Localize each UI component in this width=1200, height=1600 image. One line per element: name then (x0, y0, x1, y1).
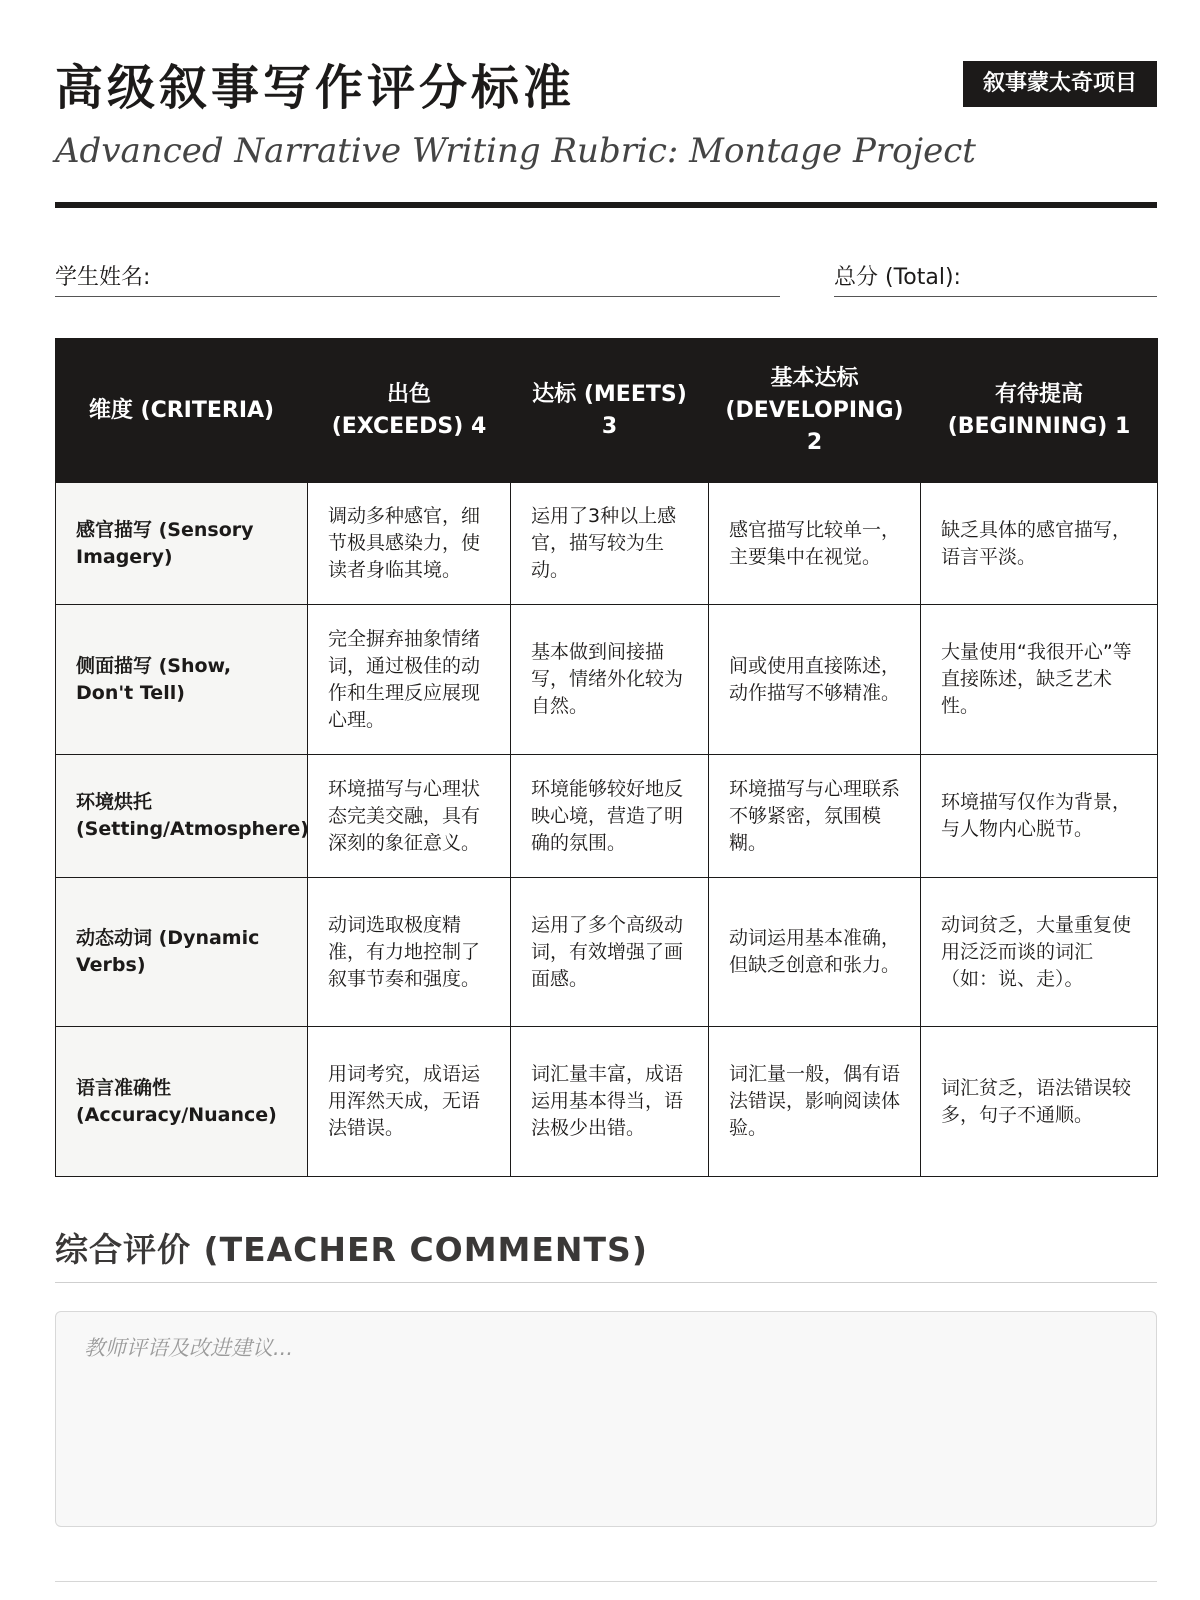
page-subtitle: Advanced Narrative Writing Rubric: Montage Project (55, 131, 976, 171)
criteria-cell: 动态动词 (Dynamic Verbs) (56, 878, 308, 1027)
table-row (56, 1027, 1158, 1177)
table-row (56, 483, 1158, 605)
exceeds-cell: 完全摒弃抽象情绪词，通过极佳的动作和生理反应展现心理。 (308, 605, 511, 755)
total-score-field[interactable] (834, 262, 1157, 297)
rubric-table (55, 338, 1158, 1177)
criteria-cell: 语言准确性 (Accuracy/Nuance) (56, 1027, 308, 1177)
criteria-cell: 感官描写 (Sensory Imagery) (56, 483, 308, 605)
page-title: 高级叙事写作评分标准 (55, 60, 576, 116)
footer-divider (55, 1581, 1157, 1582)
page-header (55, 52, 1157, 207)
beginning-cell: 缺乏具体的感官描写，语言平淡。 (921, 483, 1158, 605)
header-meets: 达标 (MEETS) 3 (511, 339, 709, 483)
table-row (56, 878, 1158, 1027)
criteria-cell: 环境烘托 (Setting/Atmosphere) (56, 755, 308, 878)
developing-cell: 词汇量一般，偶有语法错误，影响阅读体验。 (709, 1027, 921, 1177)
developing-cell: 环境描写与心理联系不够紧密，氛围模糊。 (709, 755, 921, 878)
table-row (56, 755, 1158, 878)
student-name-label: 学生姓名: (55, 265, 151, 290)
beginning-cell: 动词贫乏，大量重复使用泛泛而谈的词汇（如：说、走）。 (921, 878, 1158, 1027)
meets-cell: 运用了3种以上感官，描写较为生动。 (511, 483, 709, 605)
total-score-label: 总分 (Total): (834, 265, 961, 290)
beginning-cell: 词汇贫乏，语法错误较多，句子不通顺。 (921, 1027, 1158, 1177)
meets-cell: 词汇量丰富，成语运用基本得当，语法极少出错。 (511, 1027, 709, 1177)
beginning-cell: 环境描写仅作为背景，与人物内心脱节。 (921, 755, 1158, 878)
meets-cell: 运用了多个高级动词，有效增强了画面感。 (511, 878, 709, 1027)
exceeds-cell: 调动多种感官，细节极具感染力，使读者身临其境。 (308, 483, 511, 605)
header-divider (55, 202, 1157, 208)
project-badge: 叙事蒙太奇项目 (963, 61, 1157, 107)
developing-cell: 感官描写比较单一，主要集中在视觉。 (709, 483, 921, 605)
rubric-header-row (56, 339, 1158, 483)
student-name-field[interactable] (55, 262, 780, 297)
exceeds-cell: 用词考究，成语运用浑然天成，无语法错误。 (308, 1027, 511, 1177)
meets-cell: 环境能够较好地反映心境，营造了明确的氛围。 (511, 755, 709, 878)
teacher-comments-input[interactable] (55, 1311, 1157, 1527)
table-row (56, 605, 1158, 755)
developing-cell: 间或使用直接陈述，动作描写不够精准。 (709, 605, 921, 755)
developing-cell: 动词运用基本准确，但缺乏创意和张力。 (709, 878, 921, 1027)
teacher-comments-title: 综合评价 (TEACHER COMMENTS) (55, 1230, 648, 1269)
student-info-fields (55, 262, 1157, 298)
header-beginning: 有待提高 (BEGINNING) 1 (921, 339, 1158, 483)
rubric-page (55, 0, 1157, 1600)
header-exceeds: 出色 (EXCEEDS) 4 (308, 339, 511, 483)
exceeds-cell: 环境描写与心理状态完美交融，具有深刻的象征意义。 (308, 755, 511, 878)
meets-cell: 基本做到间接描写，情绪外化较为自然。 (511, 605, 709, 755)
teacher-comments-divider (55, 1282, 1157, 1283)
beginning-cell: 大量使用“我很开心”等直接陈述，缺乏艺术性。 (921, 605, 1158, 755)
criteria-cell: 侧面描写 (Show, Don't Tell) (56, 605, 308, 755)
header-developing: 基本达标 (DEVELOPING) 2 (709, 339, 921, 483)
header-criteria: 维度 (CRITERIA) (56, 339, 308, 483)
exceeds-cell: 动词选取极度精准，有力地控制了叙事节奏和强度。 (308, 878, 511, 1027)
